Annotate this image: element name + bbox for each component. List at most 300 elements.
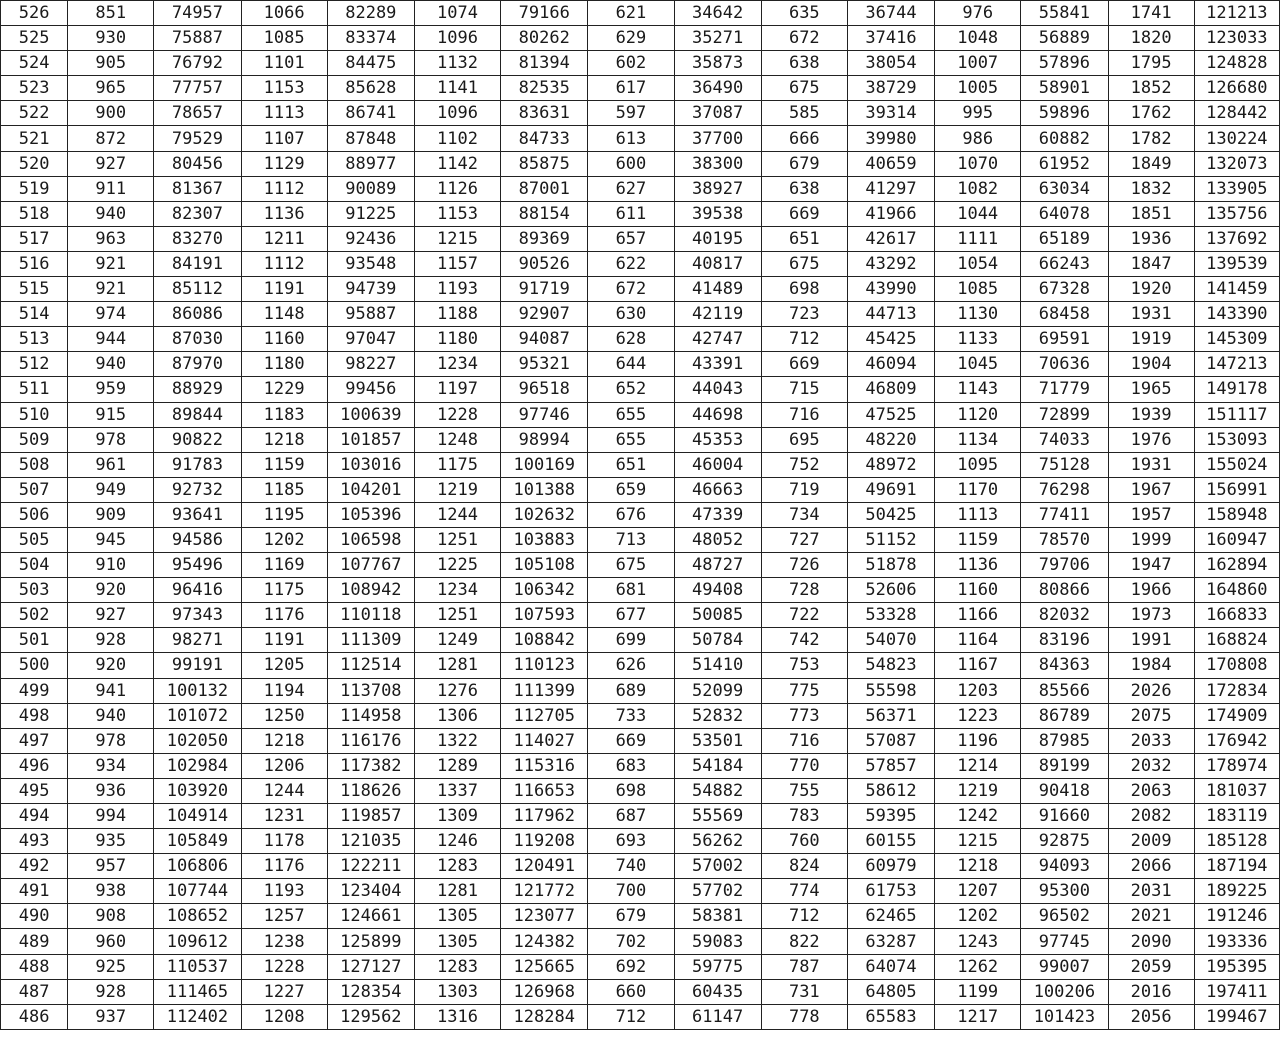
- table-row: [1, 251, 1280, 276]
- score-cell: 504: [1, 553, 68, 578]
- table-cell: 42617: [847, 226, 934, 251]
- table-cell: 60155: [847, 829, 934, 854]
- table-cell: 82535: [501, 76, 588, 101]
- score-cell: 519: [1, 176, 68, 201]
- table-cell: 986: [935, 126, 1021, 151]
- table-cell: 80866: [1021, 578, 1108, 603]
- table-cell: 974: [68, 302, 154, 327]
- table-cell: 128354: [327, 979, 414, 1004]
- table-row: [1, 553, 1280, 578]
- table-cell: 117382: [327, 753, 414, 778]
- table-cell: 75887: [154, 26, 241, 51]
- table-cell: 88977: [327, 151, 414, 176]
- table-cell: 41489: [674, 277, 761, 302]
- table-cell: 129562: [327, 1004, 414, 1029]
- table-row: [1, 1, 1280, 26]
- table-row: [1, 728, 1280, 753]
- table-cell: 89369: [501, 226, 588, 251]
- table-cell: 55569: [674, 804, 761, 829]
- table-cell: 1132: [414, 51, 500, 76]
- table-cell: 851: [68, 1, 154, 26]
- table-cell: 733: [588, 703, 674, 728]
- table-cell: 1005: [935, 76, 1021, 101]
- table-cell: 64805: [847, 979, 934, 1004]
- table-cell: 1244: [241, 778, 327, 803]
- score-cell: 492: [1, 854, 68, 879]
- table-cell: 937: [68, 1004, 154, 1029]
- table-cell: 56371: [847, 703, 934, 728]
- table-cell: 40195: [674, 226, 761, 251]
- table-cell: 1305: [414, 904, 500, 929]
- table-cell: 92875: [1021, 829, 1108, 854]
- table-cell: 1197: [414, 377, 500, 402]
- table-cell: 1112: [241, 176, 327, 201]
- table-cell: 199467: [1194, 1004, 1279, 1029]
- table-cell: 2031: [1108, 879, 1194, 904]
- table-cell: 195395: [1194, 954, 1279, 979]
- table-cell: 114027: [501, 728, 588, 753]
- table-cell: 1991: [1108, 628, 1194, 653]
- table-row: [1, 176, 1280, 201]
- table-cell: 118626: [327, 778, 414, 803]
- table-cell: 938: [68, 879, 154, 904]
- table-cell: 1166: [935, 603, 1021, 628]
- table-cell: 145309: [1194, 327, 1279, 352]
- score-cell: 490: [1, 904, 68, 929]
- table-cell: 63034: [1021, 176, 1108, 201]
- table-cell: 1999: [1108, 527, 1194, 552]
- score-cell: 506: [1, 502, 68, 527]
- table-cell: 65583: [847, 1004, 934, 1029]
- table-cell: 1196: [935, 728, 1021, 753]
- table-cell: 652: [588, 377, 674, 402]
- table-cell: 630: [588, 302, 674, 327]
- table-cell: 775: [761, 678, 847, 703]
- table-cell: 1218: [935, 854, 1021, 879]
- table-cell: 1936: [1108, 226, 1194, 251]
- table-cell: 679: [761, 151, 847, 176]
- table-cell: 597: [588, 101, 674, 126]
- table-cell: 1227: [241, 979, 327, 1004]
- table-cell: 1129: [241, 151, 327, 176]
- table-cell: 613: [588, 126, 674, 151]
- table-cell: 719: [761, 477, 847, 502]
- table-cell: 105396: [327, 502, 414, 527]
- table-cell: 108652: [154, 904, 241, 929]
- table-cell: 1289: [414, 753, 500, 778]
- table-cell: 59775: [674, 954, 761, 979]
- table-cell: 1305: [414, 929, 500, 954]
- table-cell: 47525: [847, 402, 934, 427]
- table-cell: 65189: [1021, 226, 1108, 251]
- table-cell: 712: [588, 1004, 674, 1029]
- table-cell: 52099: [674, 678, 761, 703]
- table-cell: 2016: [1108, 979, 1194, 1004]
- score-cell: 525: [1, 26, 68, 51]
- table-cell: 81367: [154, 176, 241, 201]
- table-row: [1, 578, 1280, 603]
- table-cell: 93641: [154, 502, 241, 527]
- table-cell: 925: [68, 954, 154, 979]
- table-cell: 920: [68, 578, 154, 603]
- table-cell: 1193: [241, 879, 327, 904]
- table-cell: 158948: [1194, 502, 1279, 527]
- table-cell: 722: [761, 603, 847, 628]
- table-cell: 940: [68, 352, 154, 377]
- table-cell: 1096: [414, 101, 500, 126]
- table-cell: 1085: [935, 277, 1021, 302]
- score-cell: 516: [1, 251, 68, 276]
- table-cell: 945: [68, 527, 154, 552]
- table-cell: 70636: [1021, 352, 1108, 377]
- table-cell: 94739: [327, 277, 414, 302]
- table-cell: 63287: [847, 929, 934, 954]
- table-cell: 110118: [327, 603, 414, 628]
- table-cell: 713: [588, 527, 674, 552]
- score-cell: 518: [1, 201, 68, 226]
- table-cell: 700: [588, 879, 674, 904]
- table-cell: 1215: [414, 226, 500, 251]
- table-cell: 1904: [1108, 352, 1194, 377]
- table-cell: 1211: [241, 226, 327, 251]
- table-cell: 162894: [1194, 553, 1279, 578]
- table-row: [1, 778, 1280, 803]
- table-cell: 36490: [674, 76, 761, 101]
- table-cell: 43292: [847, 251, 934, 276]
- table-cell: 824: [761, 854, 847, 879]
- table-cell: 170808: [1194, 653, 1279, 678]
- table-row: [1, 352, 1280, 377]
- table-cell: 1931: [1108, 452, 1194, 477]
- table-cell: 1248: [414, 427, 500, 452]
- table-cell: 121772: [501, 879, 588, 904]
- table-cell: 58901: [1021, 76, 1108, 101]
- table-cell: 104914: [154, 804, 241, 829]
- score-cell: 493: [1, 829, 68, 854]
- table-cell: 97343: [154, 603, 241, 628]
- table-cell: 675: [761, 251, 847, 276]
- table-cell: 108942: [327, 578, 414, 603]
- table-cell: 174909: [1194, 703, 1279, 728]
- table-cell: 101072: [154, 703, 241, 728]
- table-cell: 143390: [1194, 302, 1279, 327]
- score-cell: 523: [1, 76, 68, 101]
- table-cell: 927: [68, 603, 154, 628]
- table-cell: 1228: [241, 954, 327, 979]
- table-cell: 107744: [154, 879, 241, 904]
- table-cell: 2009: [1108, 829, 1194, 854]
- table-cell: 1183: [241, 402, 327, 427]
- table-cell: 96416: [154, 578, 241, 603]
- table-cell: 35271: [674, 26, 761, 51]
- table-cell: 99191: [154, 653, 241, 678]
- table-cell: 716: [761, 402, 847, 427]
- table-cell: 681: [588, 578, 674, 603]
- table-cell: 38054: [847, 51, 934, 76]
- table-cell: 1066: [241, 1, 327, 26]
- table-cell: 106342: [501, 578, 588, 603]
- table-cell: 56889: [1021, 26, 1108, 51]
- table-cell: 921: [68, 251, 154, 276]
- table-cell: 75128: [1021, 452, 1108, 477]
- table-cell: 100132: [154, 678, 241, 703]
- table-cell: 1142: [414, 151, 500, 176]
- table-row: [1, 804, 1280, 829]
- table-cell: 53501: [674, 728, 761, 753]
- table-cell: 638: [761, 51, 847, 76]
- table-row: [1, 226, 1280, 251]
- table-cell: 628: [588, 327, 674, 352]
- table-cell: 783: [761, 804, 847, 829]
- table-cell: 600: [588, 151, 674, 176]
- table-cell: 76298: [1021, 477, 1108, 502]
- score-cell: 526: [1, 1, 68, 26]
- table-cell: 1175: [241, 578, 327, 603]
- table-cell: 130224: [1194, 126, 1279, 151]
- table-cell: 1306: [414, 703, 500, 728]
- table-cell: 77411: [1021, 502, 1108, 527]
- table-cell: 114958: [327, 703, 414, 728]
- table-cell: 110123: [501, 653, 588, 678]
- table-cell: 116653: [501, 778, 588, 803]
- table-cell: 1322: [414, 728, 500, 753]
- table-cell: 698: [761, 277, 847, 302]
- table-cell: 2082: [1108, 804, 1194, 829]
- table-cell: 1219: [414, 477, 500, 502]
- table-cell: 1102: [414, 126, 500, 151]
- table-cell: 57002: [674, 854, 761, 879]
- table-cell: 1847: [1108, 251, 1194, 276]
- table-cell: 905: [68, 51, 154, 76]
- table-cell: 1157: [414, 251, 500, 276]
- table-cell: 1178: [241, 829, 327, 854]
- table-cell: 1249: [414, 628, 500, 653]
- table-cell: 920: [68, 653, 154, 678]
- score-cell: 501: [1, 628, 68, 653]
- score-cell: 508: [1, 452, 68, 477]
- table-cell: 1194: [241, 678, 327, 703]
- table-cell: 728: [761, 578, 847, 603]
- table-cell: 90526: [501, 251, 588, 276]
- table-cell: 1234: [414, 352, 500, 377]
- table-cell: 978: [68, 427, 154, 452]
- table-cell: 88154: [501, 201, 588, 226]
- table-cell: 121213: [1194, 1, 1279, 26]
- table-cell: 1281: [414, 879, 500, 904]
- table-cell: 1243: [935, 929, 1021, 954]
- table-cell: 1218: [241, 728, 327, 753]
- table-cell: 1202: [935, 904, 1021, 929]
- table-cell: 1045: [935, 352, 1021, 377]
- table-cell: 1214: [935, 753, 1021, 778]
- table-cell: 112514: [327, 653, 414, 678]
- table-cell: 84475: [327, 51, 414, 76]
- table-cell: 135756: [1194, 201, 1279, 226]
- table-cell: 124382: [501, 929, 588, 954]
- table-cell: 123077: [501, 904, 588, 929]
- table-cell: 44043: [674, 377, 761, 402]
- table-cell: 1085: [241, 26, 327, 51]
- table-cell: 82289: [327, 1, 414, 26]
- table-cell: 93548: [327, 251, 414, 276]
- table-cell: 38300: [674, 151, 761, 176]
- table-cell: 978: [68, 728, 154, 753]
- table-cell: 48972: [847, 452, 934, 477]
- table-cell: 125665: [501, 954, 588, 979]
- table-cell: 976: [935, 1, 1021, 26]
- table-cell: 124661: [327, 904, 414, 929]
- table-cell: 1143: [935, 377, 1021, 402]
- score-cell: 521: [1, 126, 68, 151]
- table-row: [1, 377, 1280, 402]
- table-cell: 95496: [154, 553, 241, 578]
- table-cell: 40817: [674, 251, 761, 276]
- table-cell: 702: [588, 929, 674, 954]
- table-cell: 87030: [154, 327, 241, 352]
- table-cell: 1206: [241, 753, 327, 778]
- score-cell: 517: [1, 226, 68, 251]
- table-cell: 59083: [674, 929, 761, 954]
- table-cell: 57857: [847, 753, 934, 778]
- table-cell: 84191: [154, 251, 241, 276]
- table-cell: 927: [68, 151, 154, 176]
- score-cell: 500: [1, 653, 68, 678]
- table-cell: 83631: [501, 101, 588, 126]
- table-cell: 1202: [241, 527, 327, 552]
- score-cell: 487: [1, 979, 68, 1004]
- table-cell: 1947: [1108, 553, 1194, 578]
- table-cell: 1246: [414, 829, 500, 854]
- table-cell: 1164: [935, 628, 1021, 653]
- table-cell: 48727: [674, 553, 761, 578]
- table-row: [1, 753, 1280, 778]
- table-cell: 34642: [674, 1, 761, 26]
- table-cell: 139539: [1194, 251, 1279, 276]
- table-cell: 995: [935, 101, 1021, 126]
- table-cell: 42119: [674, 302, 761, 327]
- table-cell: 46809: [847, 377, 934, 402]
- table-cell: 36744: [847, 1, 934, 26]
- table-cell: 787: [761, 954, 847, 979]
- table-cell: 78570: [1021, 527, 1108, 552]
- table-cell: 84363: [1021, 653, 1108, 678]
- table-cell: 103016: [327, 452, 414, 477]
- table-cell: 742: [761, 628, 847, 653]
- table-cell: 58381: [674, 904, 761, 929]
- table-cell: 46094: [847, 352, 934, 377]
- table-cell: 635: [761, 1, 847, 26]
- score-cell: 497: [1, 728, 68, 753]
- table-cell: 611: [588, 201, 674, 226]
- table-cell: 915: [68, 402, 154, 427]
- table-cell: 74957: [154, 1, 241, 26]
- table-cell: 111309: [327, 628, 414, 653]
- score-cell: 511: [1, 377, 68, 402]
- score-cell: 513: [1, 327, 68, 352]
- table-cell: 1931: [1108, 302, 1194, 327]
- table-cell: 155024: [1194, 452, 1279, 477]
- table-cell: 87001: [501, 176, 588, 201]
- table-cell: 100169: [501, 452, 588, 477]
- table-cell: 949: [68, 477, 154, 502]
- table-cell: 123404: [327, 879, 414, 904]
- table-row: [1, 76, 1280, 101]
- table-cell: 61952: [1021, 151, 1108, 176]
- table-cell: 37416: [847, 26, 934, 51]
- table-cell: 109612: [154, 929, 241, 954]
- table-cell: 90822: [154, 427, 241, 452]
- table-cell: 2056: [1108, 1004, 1194, 1029]
- table-cell: 1136: [241, 201, 327, 226]
- score-cell: 499: [1, 678, 68, 703]
- table-cell: 90089: [327, 176, 414, 201]
- table-cell: 1238: [241, 929, 327, 954]
- table-cell: 54823: [847, 653, 934, 678]
- table-cell: 164860: [1194, 578, 1279, 603]
- table-cell: 734: [761, 502, 847, 527]
- table-cell: 1283: [414, 854, 500, 879]
- table-cell: 1101: [241, 51, 327, 76]
- table-cell: 51152: [847, 527, 934, 552]
- table-row: [1, 477, 1280, 502]
- table-row: [1, 527, 1280, 552]
- table-cell: 644: [588, 352, 674, 377]
- table-cell: 119208: [501, 829, 588, 854]
- table-cell: 960: [68, 929, 154, 954]
- table-cell: 1283: [414, 954, 500, 979]
- table-cell: 689: [588, 678, 674, 703]
- table-cell: 1176: [241, 603, 327, 628]
- table-cell: 56262: [674, 829, 761, 854]
- score-cell: 503: [1, 578, 68, 603]
- score-cell: 489: [1, 929, 68, 954]
- table-cell: 1229: [241, 377, 327, 402]
- table-cell: 770: [761, 753, 847, 778]
- table-cell: 101388: [501, 477, 588, 502]
- table-cell: 47339: [674, 502, 761, 527]
- table-cell: 98994: [501, 427, 588, 452]
- table-cell: 1175: [414, 452, 500, 477]
- table-cell: 87970: [154, 352, 241, 377]
- table-cell: 2063: [1108, 778, 1194, 803]
- table-cell: 99456: [327, 377, 414, 402]
- table-cell: 83196: [1021, 628, 1108, 653]
- table-cell: 61147: [674, 1004, 761, 1029]
- table-cell: 1244: [414, 502, 500, 527]
- table-cell: 1219: [935, 778, 1021, 803]
- table-cell: 1136: [935, 553, 1021, 578]
- table-cell: 66243: [1021, 251, 1108, 276]
- table-cell: 1130: [935, 302, 1021, 327]
- table-cell: 669: [761, 201, 847, 226]
- table-cell: 38927: [674, 176, 761, 201]
- table-cell: 1133: [935, 327, 1021, 352]
- table-cell: 1159: [241, 452, 327, 477]
- table-cell: 92732: [154, 477, 241, 502]
- table-cell: 79166: [501, 1, 588, 26]
- table-cell: 57896: [1021, 51, 1108, 76]
- table-cell: 723: [761, 302, 847, 327]
- table-cell: 98271: [154, 628, 241, 653]
- table-row: [1, 879, 1280, 904]
- table-row: [1, 452, 1280, 477]
- table-cell: 908: [68, 904, 154, 929]
- table-cell: 57087: [847, 728, 934, 753]
- table-cell: 1113: [241, 101, 327, 126]
- table-cell: 151117: [1194, 402, 1279, 427]
- table-cell: 621: [588, 1, 674, 26]
- table-cell: 82032: [1021, 603, 1108, 628]
